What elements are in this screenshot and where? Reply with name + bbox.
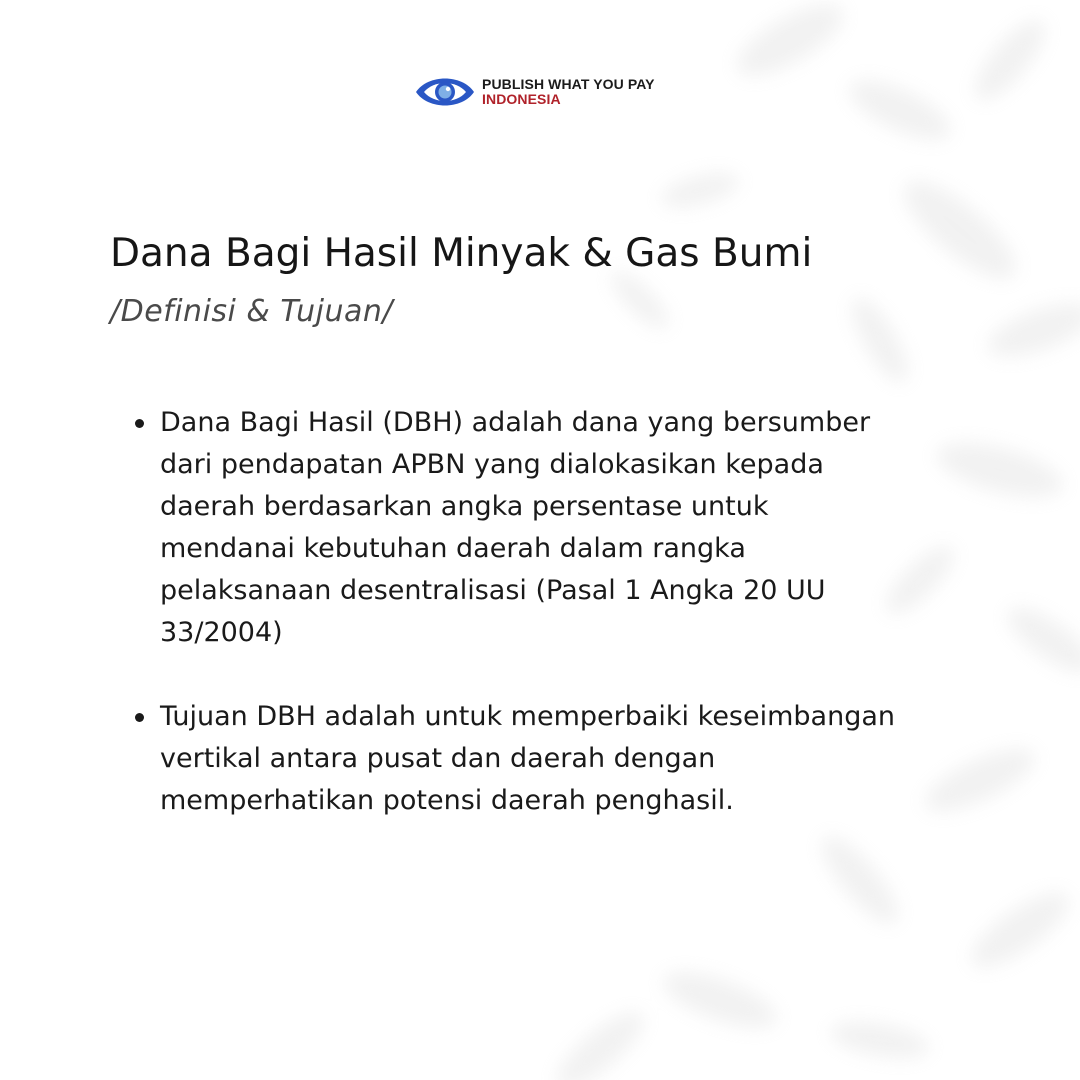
logo-line-2: INDONESIA: [482, 91, 561, 107]
eye-icon: [414, 72, 476, 112]
page-subtitle: /Definisi & Tujuan/: [110, 294, 394, 329]
page-title: Dana Bagi Hasil Minyak & Gas Bumi: [110, 231, 813, 276]
bullet-item-definition: [160, 402, 990, 654]
logo: [414, 72, 655, 112]
bullet-dot-icon: [135, 419, 144, 428]
bullet-text-line: vertikal antara pusat dan daerah dengan: [160, 743, 716, 774]
bullet-text-line: mendanai kebutuhan daerah dalam rangka: [160, 533, 746, 564]
bullet-text-line: 33/2004): [160, 617, 283, 648]
bullet-text-line: pelaksanaan desentralisasi (Pasal 1 Angka 20 UU: [160, 575, 826, 606]
logo-line-1: PUBLISH WHAT YOU PAY: [482, 76, 655, 92]
bullet-text-line: Tujuan DBH adalah untuk memperbaiki keseimbangan: [160, 701, 895, 732]
bullet-list: [160, 402, 990, 822]
bullet-dot-icon: [135, 713, 144, 722]
logo-text: [482, 77, 655, 107]
bullet-text-line: dari pendapatan APBN yang dialokasikan kepada: [160, 449, 824, 480]
bullet-text-line: memperhatikan potensi daerah penghasil.: [160, 785, 734, 816]
bullet-text-line: Dana Bagi Hasil (DBH) adalah dana yang bersumber: [160, 407, 871, 438]
bullet-item-purpose: [160, 696, 990, 822]
bullet-text-line: daerah berdasarkan angka persentase untuk: [160, 491, 769, 522]
